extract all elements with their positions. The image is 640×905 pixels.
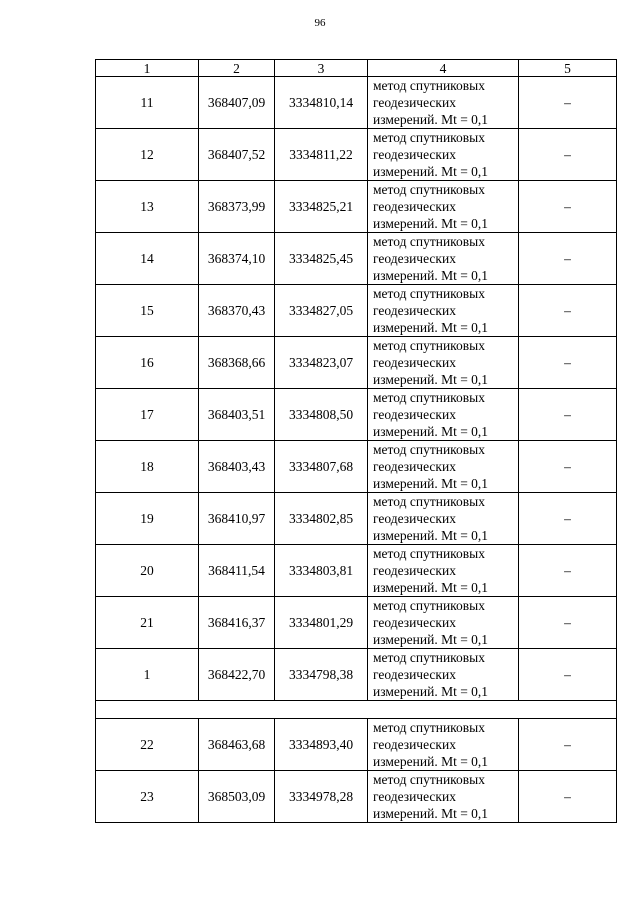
x-coordinate-cell: 368403,51 (199, 389, 275, 441)
method-cell (368, 181, 519, 233)
method-line: измерений. Mt = 0,1 (373, 372, 489, 387)
method-cell (368, 771, 519, 823)
method-line: измерений. Mt = 0,1 (373, 268, 489, 283)
table-row (96, 285, 617, 337)
y-coordinate-cell: 3334827,05 (275, 285, 368, 337)
table-row (96, 389, 617, 441)
table-row (96, 441, 617, 493)
method-line: геодезических (373, 511, 456, 526)
x-coordinate-cell: 368411,54 (199, 545, 275, 597)
y-coordinate-cell: 3334811,22 (275, 129, 368, 181)
method-line: геодезических (373, 789, 456, 804)
y-coordinate-cell: 3334798,38 (275, 649, 368, 701)
method-line: метод спутниковых (373, 130, 485, 145)
table-row (96, 77, 617, 129)
table-row (96, 493, 617, 545)
method-cell (368, 285, 519, 337)
dash-cell: – (519, 649, 617, 701)
method-cell (368, 493, 519, 545)
method-line: измерений. Mt = 0,1 (373, 754, 489, 769)
point-number-cell: 20 (96, 545, 199, 597)
method-line: геодезических (373, 667, 456, 682)
point-number-cell: 17 (96, 389, 199, 441)
method-line: метод спутниковых (373, 772, 485, 787)
x-coordinate-cell: 368407,09 (199, 77, 275, 129)
method-line: геодезических (373, 615, 456, 630)
dash-cell: – (519, 441, 617, 493)
point-number-cell: 13 (96, 181, 199, 233)
table-row (96, 545, 617, 597)
header-cell-2: 2 (199, 60, 275, 77)
y-coordinate-cell: 3334978,28 (275, 771, 368, 823)
table-row (96, 233, 617, 285)
x-coordinate-cell: 368463,68 (199, 719, 275, 771)
method-line: метод спутниковых (373, 390, 485, 405)
method-line: геодезических (373, 199, 456, 214)
method-line: метод спутниковых (373, 78, 485, 93)
method-line: измерений. Mt = 0,1 (373, 216, 489, 231)
method-line: геодезических (373, 95, 456, 110)
method-line: геодезических (373, 407, 456, 422)
method-line: метод спутниковых (373, 338, 485, 353)
method-cell (368, 337, 519, 389)
y-coordinate-cell: 3334807,68 (275, 441, 368, 493)
page-number: 96 (314, 17, 326, 29)
y-coordinate-cell: 3334802,85 (275, 493, 368, 545)
table-row (96, 771, 617, 823)
separator-row (96, 701, 617, 719)
method-line: измерений. Mt = 0,1 (373, 580, 489, 595)
method-line: метод спутниковых (373, 234, 485, 249)
method-line: метод спутниковых (373, 182, 485, 197)
method-line: измерений. Mt = 0,1 (373, 528, 489, 543)
method-cell (368, 597, 519, 649)
dash-cell: – (519, 493, 617, 545)
method-line: измерений. Mt = 0,1 (373, 424, 489, 439)
table-row (96, 719, 617, 771)
dash-cell: – (519, 771, 617, 823)
header-cell-3: 3 (275, 60, 368, 77)
point-number-cell: 1 (96, 649, 199, 701)
method-line: измерений. Mt = 0,1 (373, 684, 489, 699)
x-coordinate-cell: 368373,99 (199, 181, 275, 233)
method-line: метод спутниковых (373, 286, 485, 301)
method-cell (368, 77, 519, 129)
point-number-cell: 12 (96, 129, 199, 181)
dash-cell: – (519, 719, 617, 771)
method-line: геодезических (373, 563, 456, 578)
header-row (96, 60, 617, 77)
method-cell (368, 129, 519, 181)
x-coordinate-cell: 368403,43 (199, 441, 275, 493)
method-line: измерений. Mt = 0,1 (373, 476, 489, 491)
method-line: геодезических (373, 251, 456, 266)
method-cell (368, 441, 519, 493)
y-coordinate-cell: 3334893,40 (275, 719, 368, 771)
x-coordinate-cell: 368407,52 (199, 129, 275, 181)
x-coordinate-cell: 368422,70 (199, 649, 275, 701)
point-number-cell: 11 (96, 77, 199, 129)
x-coordinate-cell: 368368,66 (199, 337, 275, 389)
table-row (96, 649, 617, 701)
y-coordinate-cell: 3334825,21 (275, 181, 368, 233)
coordinates-table (95, 59, 617, 823)
method-cell (368, 719, 519, 771)
table-row (96, 129, 617, 181)
y-coordinate-cell: 3334823,07 (275, 337, 368, 389)
method-cell (368, 545, 519, 597)
dash-cell: – (519, 389, 617, 441)
x-coordinate-cell: 368370,43 (199, 285, 275, 337)
method-line: геодезических (373, 355, 456, 370)
header-cell-1: 1 (96, 60, 199, 77)
separator-cell (96, 701, 617, 719)
method-line: измерений. Mt = 0,1 (373, 112, 489, 127)
point-number-cell: 16 (96, 337, 199, 389)
dash-cell: – (519, 181, 617, 233)
method-cell (368, 233, 519, 285)
dash-cell: – (519, 129, 617, 181)
method-line: метод спутниковых (373, 546, 485, 561)
point-number-cell: 18 (96, 441, 199, 493)
table-row (96, 337, 617, 389)
method-line: метод спутниковых (373, 494, 485, 509)
table-row (96, 597, 617, 649)
point-number-cell: 22 (96, 719, 199, 771)
method-line: измерений. Mt = 0,1 (373, 632, 489, 647)
method-cell (368, 389, 519, 441)
method-line: геодезических (373, 459, 456, 474)
method-line: измерений. Mt = 0,1 (373, 320, 489, 335)
method-line: метод спутниковых (373, 442, 485, 457)
y-coordinate-cell: 3334808,50 (275, 389, 368, 441)
y-coordinate-cell: 3334803,81 (275, 545, 368, 597)
method-line: геодезических (373, 147, 456, 162)
method-cell (368, 649, 519, 701)
y-coordinate-cell: 3334810,14 (275, 77, 368, 129)
x-coordinate-cell: 368410,97 (199, 493, 275, 545)
x-coordinate-cell: 368374,10 (199, 233, 275, 285)
point-number-cell: 14 (96, 233, 199, 285)
y-coordinate-cell: 3334825,45 (275, 233, 368, 285)
x-coordinate-cell: 368503,09 (199, 771, 275, 823)
method-line: метод спутниковых (373, 598, 485, 613)
table-row (96, 181, 617, 233)
method-line: метод спутниковых (373, 720, 485, 735)
x-coordinate-cell: 368416,37 (199, 597, 275, 649)
method-line: измерений. Mt = 0,1 (373, 806, 489, 821)
dash-cell: – (519, 77, 617, 129)
method-line: измерений. Mt = 0,1 (373, 164, 489, 179)
method-line: метод спутниковых (373, 650, 485, 665)
header-cell-4: 4 (368, 60, 519, 77)
dash-cell: – (519, 233, 617, 285)
point-number-cell: 23 (96, 771, 199, 823)
dash-cell: – (519, 545, 617, 597)
header-cell-5: 5 (519, 60, 617, 77)
method-line: геодезических (373, 303, 456, 318)
point-number-cell: 21 (96, 597, 199, 649)
dash-cell: – (519, 597, 617, 649)
point-number-cell: 19 (96, 493, 199, 545)
method-line: геодезических (373, 737, 456, 752)
dash-cell: – (519, 285, 617, 337)
dash-cell: – (519, 337, 617, 389)
point-number-cell: 15 (96, 285, 199, 337)
y-coordinate-cell: 3334801,29 (275, 597, 368, 649)
